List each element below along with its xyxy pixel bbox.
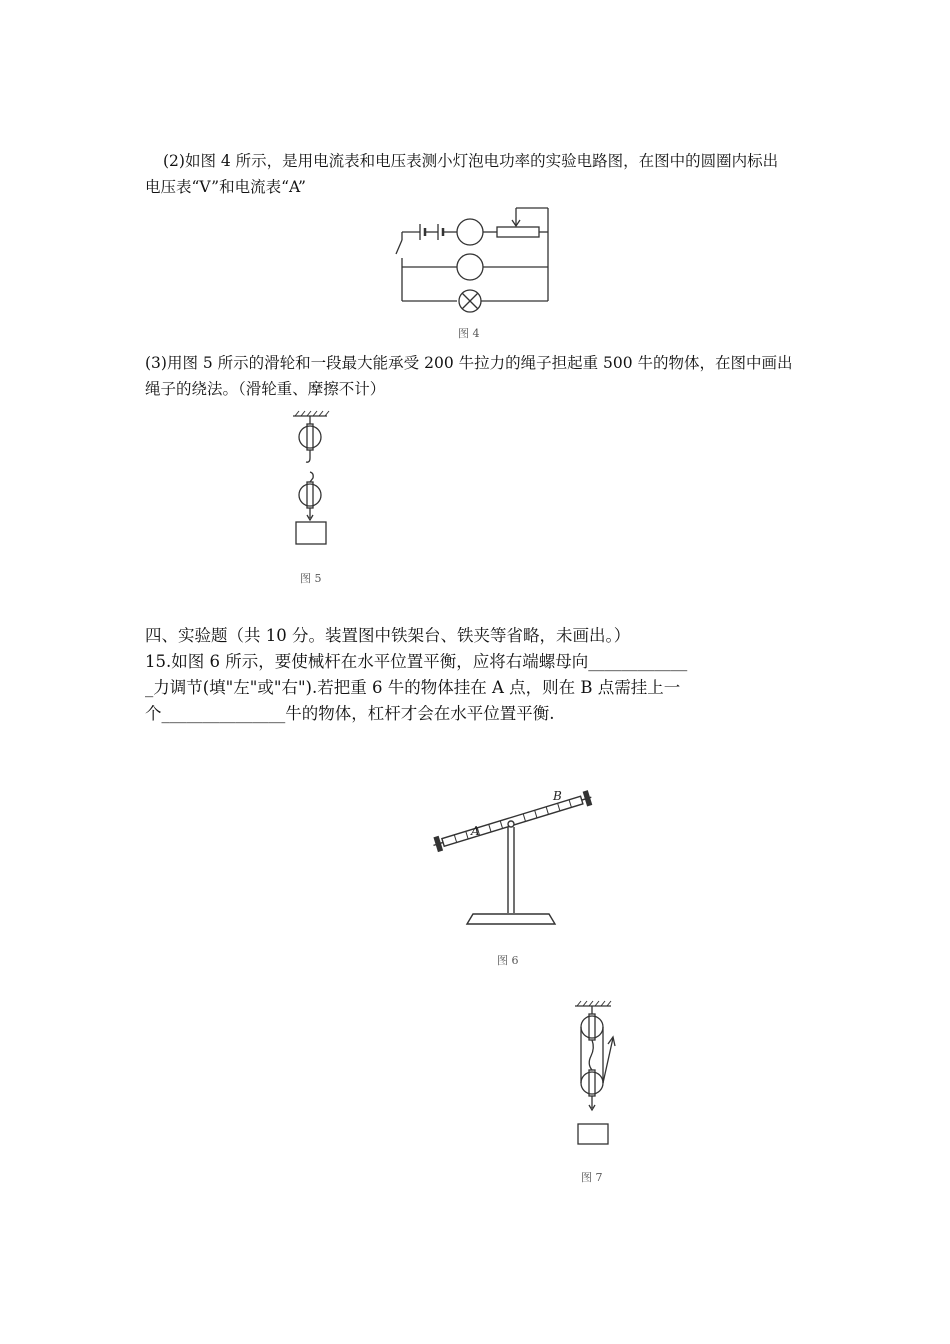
label-a: A (471, 824, 480, 838)
figure-6-lever (425, 780, 605, 975)
movable-pulley (299, 484, 321, 506)
figure-7-caption: 图 7 (581, 1171, 603, 1184)
figure-4-circuit (390, 200, 560, 345)
q15-line2: _力调节(填"左"或"右").若把重 6 牛的物体挂在 A 点，则在 B 点需挂上一 (145, 678, 681, 697)
q3-line2: 绳子的绕法。（滑轮重、摩擦不计） (145, 380, 386, 398)
weight-block (296, 522, 326, 544)
figure-4-caption: 图 4 (458, 327, 480, 340)
pull-rope (603, 1038, 613, 1083)
figure-5-caption: 图 5 (300, 572, 322, 585)
label-b: B (553, 789, 562, 803)
fixed-pulley (299, 426, 321, 448)
movable-pulley-7 (581, 1072, 603, 1094)
q15-line1: 15.如图 6 所示，要使械杆在水平位置平衡，应将右端螺母向____________ (145, 652, 688, 671)
section-4-heading: 四、实验题（共 10 分。装置图中铁架台、铁夹等省略，未画出。） (145, 626, 631, 645)
figure-5-pulleys (285, 410, 345, 590)
meter-circle-middle (457, 254, 483, 280)
q15-line3: 个_______________牛的物体，杠杆才会在水平位置平衡. (145, 704, 555, 723)
q2-line2: 电压表“V”和电流表“A” (145, 178, 306, 196)
figure-7-pulleys (565, 998, 635, 1188)
q2-line1: (2)如图 4 所示，是用电流表和电压表测小灯泡电功率的实验电路图，在图中的圆圈内标出 (163, 152, 779, 170)
figure-6-caption: 图 6 (497, 954, 519, 967)
q3-line1: (3)用图 5 所示的滑轮和一段最大能承受 200 牛拉力的绳子担起重 500 牛的物体，在图中画出 (145, 354, 793, 372)
weight-block-7 (578, 1124, 608, 1144)
fixed-pulley-7 (581, 1016, 603, 1038)
meter-circle-top (457, 219, 483, 245)
